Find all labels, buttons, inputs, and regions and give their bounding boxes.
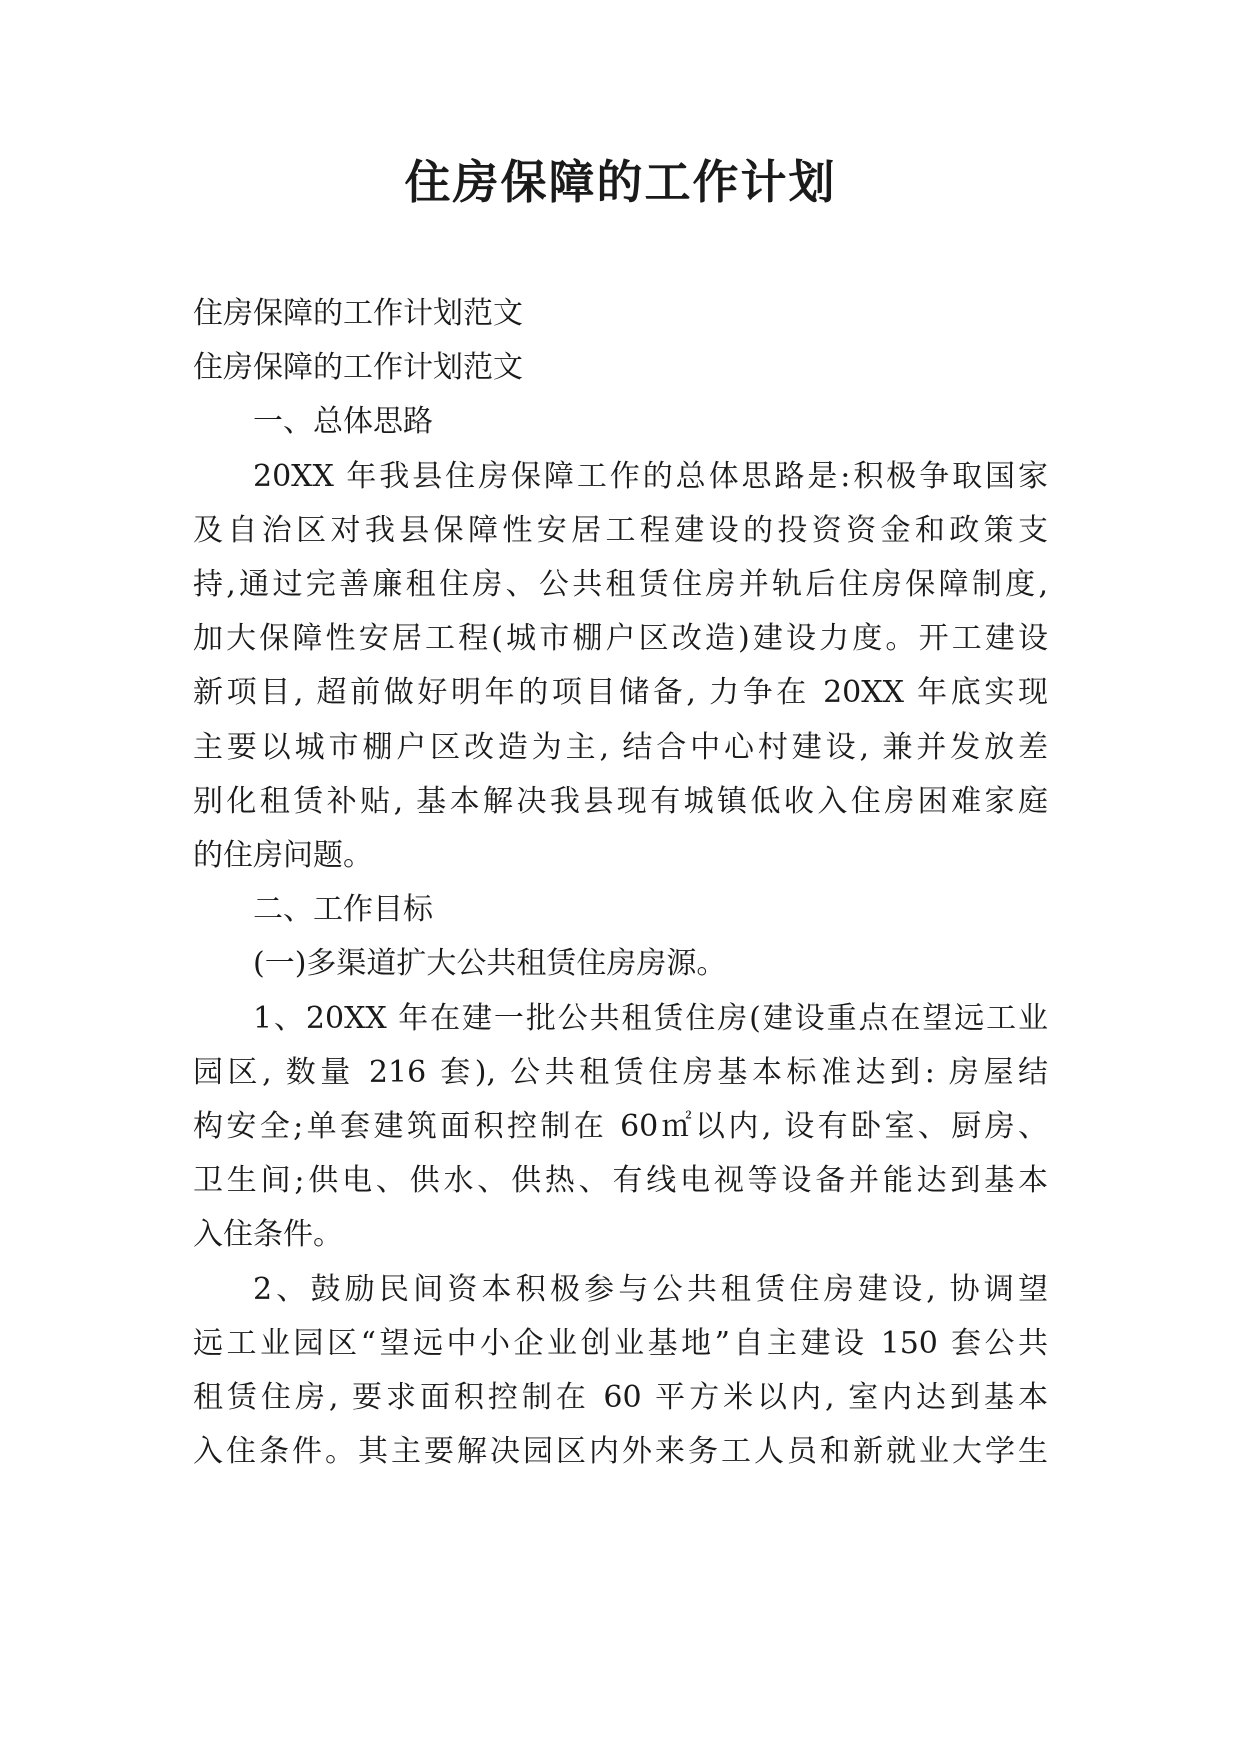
text-line: 加大保障性安居工程(城市棚户区改造)建设力度。开工建设 <box>193 621 1048 657</box>
text-line: 卫生间;供电、供水、供热、有线电视等设备并能达到基本 <box>193 1163 1048 1199</box>
text-line: 入住条件。其主要解决园区内外来务工人员和新就业大学生 <box>193 1434 1048 1470</box>
text-line: 一、总体思路 <box>253 404 433 440</box>
text-line: 持,通过完善廉租住房、公共租赁住房并轨后住房保障制度, <box>193 567 1048 603</box>
text-line: 园区, 数量 216 套), 公共租赁住房基本标准达到: 房屋结 <box>193 1054 1048 1090</box>
text-line: 1、20XX 年在建一批公共租赁住房(建设重点在望远工业 <box>253 1000 1048 1036</box>
text-line: 别化租赁补贴, 基本解决我县现有城镇低收入住房困难家庭 <box>193 783 1048 819</box>
text-line: 2、鼓励民间资本积极参与公共租赁住房建设, 协调望 <box>253 1271 1048 1307</box>
document-body <box>193 287 1048 1479</box>
text-line: 入住条件。 <box>193 1217 343 1253</box>
text-line: 租赁住房, 要求面积控制在 60 平方米以内, 室内达到基本 <box>193 1380 1048 1416</box>
text-line: 二、工作目标 <box>253 892 433 928</box>
text-line: 新项目, 超前做好明年的项目储备, 力争在 20XX 年底实现 <box>193 675 1048 711</box>
text-line: 主要以城市棚户区改造为主, 结合中心村建设, 兼并发放差 <box>193 729 1048 765</box>
text-line: 住房保障的工作计划范文 <box>193 350 523 386</box>
text-line: 住房保障的工作计划范文 <box>193 296 523 331</box>
text-line: 的住房问题。 <box>193 838 373 874</box>
document-title: 住房保障的工作计划 <box>404 155 837 209</box>
text-line: 远工业园区“望远中小企业创业基地”自主建设 150 套公共 <box>193 1325 1048 1361</box>
text-line: 及自治区对我县保障性安居工程建设的投资资金和政策支 <box>193 512 1048 548</box>
text-line: 20XX 年我县住房保障工作的总体思路是:积极争取国家 <box>253 458 1048 494</box>
text-line: 构安全;单套建筑面积控制在 60㎡以内, 设有卧室、厨房、 <box>193 1109 1048 1145</box>
text-line: (一)多渠道扩大公共租赁住房房源。 <box>253 946 727 982</box>
